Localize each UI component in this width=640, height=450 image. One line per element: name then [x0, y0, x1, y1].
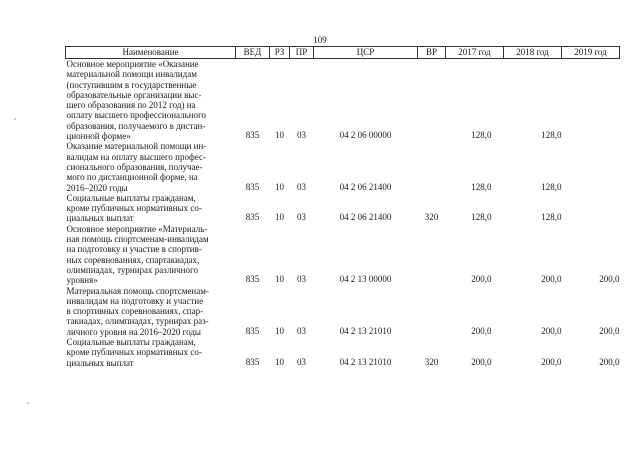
row-name: [66, 286, 236, 337]
row-y2019: [562, 193, 620, 224]
row-name-line: образования, получаемого в дистан-: [66, 120, 206, 131]
row-ved: 835: [245, 212, 260, 223]
table-row: [66, 224, 620, 286]
row-y2019: 200,0: [599, 356, 620, 367]
row-y2018: 200,0: [541, 274, 562, 285]
row-y2017: 128,0: [471, 181, 492, 192]
row-csr: 04 2 06 21400: [339, 181, 392, 192]
row-rz: 10: [275, 130, 284, 141]
header-name: Наименование: [66, 47, 236, 59]
row-name-line: Материальная помощь спортсменам-: [66, 285, 209, 296]
row-name: [66, 337, 236, 368]
row-y2017: 128,0: [471, 212, 492, 223]
row-pr: 03: [297, 274, 306, 285]
row-y2018: 128,0: [541, 212, 562, 223]
row-y2018: 128,0: [541, 181, 562, 192]
header-ved: ВЕД: [236, 47, 270, 59]
row-name-line: оплату высшего профессионального: [66, 110, 207, 121]
header-rz: РЗ: [270, 47, 290, 59]
header-vr: ВР: [418, 47, 446, 59]
row-pr: 03: [297, 356, 306, 367]
row-vr: 320: [424, 356, 439, 367]
row-y2019: 200,0: [599, 325, 620, 336]
scan-speck: [14, 118, 16, 120]
header-2019: 2019 год: [562, 47, 620, 59]
row-y2019: 200,0: [599, 274, 620, 285]
row-pr: 03: [297, 181, 306, 192]
row-name-line: Социальные выплаты гражданам,: [66, 192, 196, 203]
row-ved: 835: [245, 325, 260, 336]
table-row: [66, 193, 620, 224]
row-name: [66, 224, 236, 286]
row-name-line: кроме публичных нормативных со-: [66, 347, 202, 358]
row-name-line: Оказание материальной помощи ин-: [66, 141, 207, 152]
table-row: [66, 337, 620, 368]
row-y2017: 128,0: [471, 130, 492, 141]
row-name-line: Социальные выплаты гражданам,: [66, 337, 196, 348]
row-y2017: 200,0: [471, 274, 492, 285]
header-pr: ПР: [290, 47, 314, 59]
row-name-line: на подготовку и участие в спортив-: [66, 244, 202, 255]
row-name-line: ционной форме»: [66, 131, 131, 142]
row-vr: [418, 59, 446, 142]
row-csr: 04 2 06 00000: [339, 130, 392, 141]
row-name-line: шего образования по 2012 год) на: [66, 100, 196, 111]
row-name-line: (поступившим в государственные: [66, 79, 197, 90]
row-rz: 10: [275, 325, 284, 336]
row-name-line: личного уровня на 2016–2020 годы: [66, 326, 201, 337]
row-name: [66, 141, 236, 192]
row-name-line: инвалидам на подготовку и участие: [66, 295, 204, 306]
row-rz: 10: [275, 274, 284, 285]
row-y2019: [562, 59, 620, 142]
row-name-line: в спортивных соревнованиях, спар-: [66, 306, 204, 317]
row-y2017: 200,0: [471, 356, 492, 367]
row-name-line: кроме публичных нормативных со-: [66, 203, 202, 214]
row-ved: 835: [245, 274, 260, 285]
table-header-row: [66, 47, 620, 59]
table-row: [66, 141, 620, 192]
row-name-line: валидам на оплату высшего профес-: [66, 151, 207, 162]
row-ved: 835: [245, 356, 260, 367]
row-ved: 835: [245, 181, 260, 192]
row-name-line: циальных выплат: [66, 357, 134, 368]
row-name: [66, 193, 236, 224]
row-name-line: циальных выплат: [66, 213, 134, 224]
row-name-line: Основное мероприятие «Оказание: [66, 59, 199, 69]
header-2017: 2017 год: [446, 47, 504, 59]
header-csr: ЦСР: [314, 47, 418, 59]
header-2018: 2018 год: [504, 47, 562, 59]
row-y2018: 200,0: [541, 325, 562, 336]
row-ved: 835: [245, 130, 260, 141]
row-y2017: 200,0: [471, 325, 492, 336]
row-name-line: сионального образования, получае-: [66, 161, 203, 172]
row-name-line: ная помощь спортсменам-инвалидам: [66, 234, 209, 245]
row-name: [66, 59, 236, 142]
table-row: [66, 59, 620, 142]
row-name-line: Основное мероприятие «Материаль-: [66, 223, 208, 234]
page-number: 109: [313, 35, 327, 45]
row-pr: 03: [297, 130, 306, 141]
table-row: [66, 286, 620, 337]
row-name-line: уровня»: [66, 275, 98, 286]
row-rz: 10: [275, 212, 284, 223]
table-body: [66, 59, 620, 368]
row-name-line: материальной помощи инвалидам: [66, 69, 197, 80]
row-csr: 04 2 13 21010: [339, 356, 392, 367]
row-vr: 320: [424, 212, 439, 223]
row-y2019: [562, 141, 620, 192]
row-y2018: 128,0: [541, 130, 562, 141]
row-rz: 10: [275, 356, 284, 367]
row-y2018: 200,0: [541, 356, 562, 367]
row-pr: 03: [297, 325, 306, 336]
row-name-line: 2016–2020 годы: [66, 182, 128, 193]
row-csr: 04 2 13 00000: [339, 274, 392, 285]
row-pr: 03: [297, 212, 306, 223]
row-name-line: мого по дистанционной форме, на: [66, 172, 198, 183]
row-name-line: образовательные организации выс-: [66, 89, 202, 100]
row-vr: [418, 286, 446, 337]
row-csr: 04 2 13 21010: [339, 325, 392, 336]
row-vr: [418, 224, 446, 286]
row-csr: 04 2 06 21400: [339, 212, 392, 223]
scan-speck: [27, 402, 29, 404]
row-vr: [418, 141, 446, 192]
row-name-line: такиадах, олимпиадах, турнирах раз-: [66, 316, 209, 327]
row-rz: 10: [275, 181, 284, 192]
budget-table: [65, 46, 620, 368]
row-name-line: олимпиадах, турнирах различного: [66, 264, 198, 275]
row-name-line: ных соревнованиях, спартакиадах,: [66, 254, 200, 265]
